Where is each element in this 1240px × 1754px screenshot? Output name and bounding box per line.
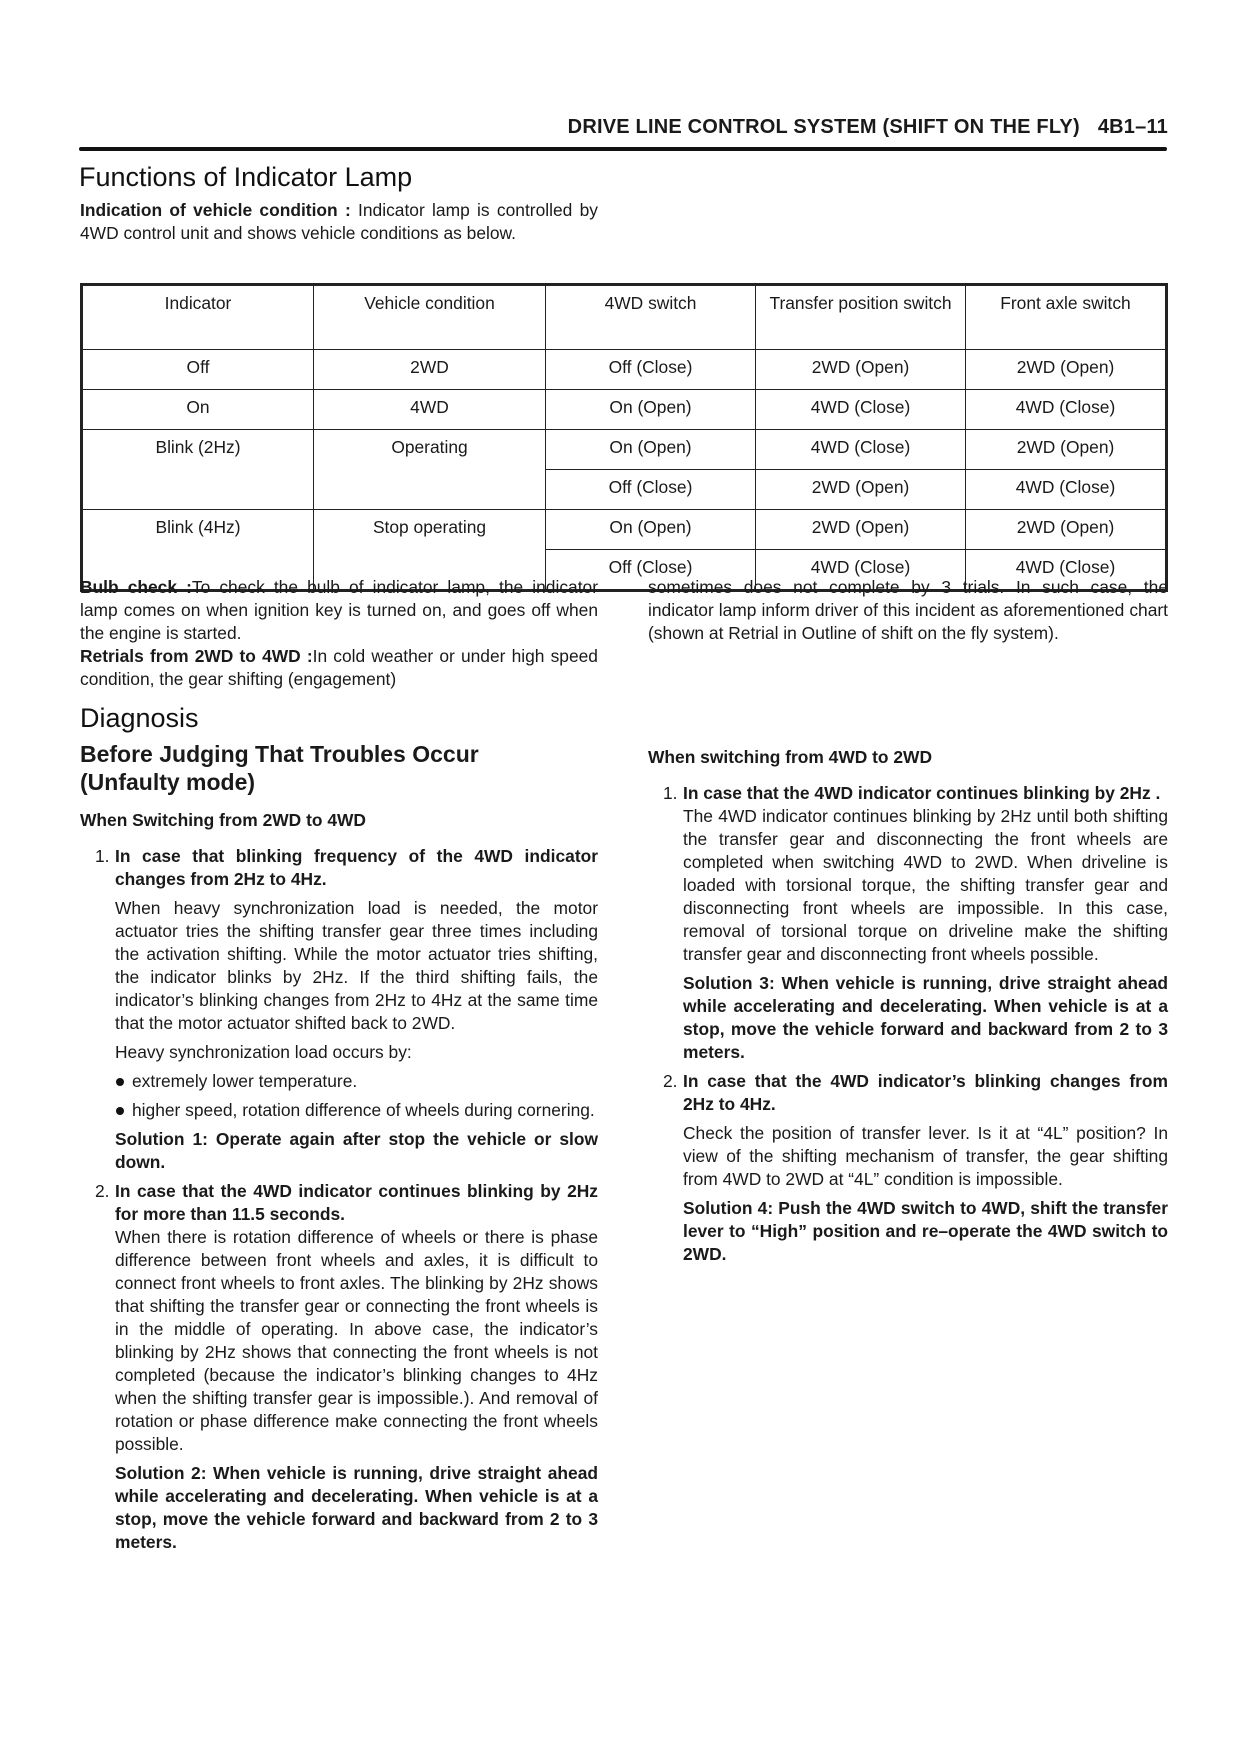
col-header-indicator: Indicator — [82, 285, 314, 350]
cell-transfer: 2WD (Open) — [756, 470, 966, 510]
intro-paragraph — [80, 199, 598, 245]
item-title: In case that blinking frequency of the 4WD indicator changes from 2Hz to 4Hz. — [115, 846, 598, 889]
cell-indicator: Blink (2Hz) — [82, 430, 314, 510]
bullet-item — [115, 1099, 598, 1122]
cell-condition: 2WD — [314, 350, 546, 390]
cell-4wd-switch: On (Open) — [546, 510, 756, 550]
list-item — [648, 782, 1168, 1064]
table-row — [82, 390, 1167, 430]
bullet-text: extremely lower temperature. — [132, 1071, 358, 1091]
cell-condition: 4WD — [314, 390, 546, 430]
col-header-transfer-position: Transfer position switch — [756, 285, 966, 350]
bulb-check-paragraph — [80, 576, 598, 645]
list-item — [80, 1180, 598, 1554]
item-number: 1. — [95, 846, 110, 866]
cell-front-axle: 4WD (Close) — [966, 550, 1167, 591]
load-intro: Heavy synchronization load occurs by: — [115, 1042, 412, 1062]
item-title: In case that the 4WD indicator continues blinking by 2Hz . — [683, 783, 1161, 803]
bullet-text: higher speed, rotation difference of wheels during cornering. — [132, 1100, 595, 1120]
retrial-text-part1: In cold weather or under high speed condition, the gear shifting (engagement) — [80, 646, 598, 689]
table-row — [82, 350, 1167, 390]
section-title-diagnosis: Diagnosis — [80, 703, 199, 733]
heading-2wd-to-4wd: When Switching from 2WD to 4WD — [80, 810, 366, 830]
bullet-icon — [116, 1107, 124, 1115]
cell-indicator: On — [82, 390, 314, 430]
list-item — [648, 1070, 1168, 1266]
cell-indicator: Blink (4Hz) — [82, 510, 314, 591]
running-title: DRIVE LINE CONTROL SYSTEM (SHIFT ON THE FLY) — [567, 116, 1080, 138]
diagnosis-subtitle: Before Judging That Troubles Occur (Unfaulty mode) — [80, 741, 479, 795]
intro-text: Indicator lamp is controlled by 4WD control unit and shows vehicle conditions as below. — [80, 200, 598, 243]
cell-4wd-switch: Off (Close) — [546, 550, 756, 591]
cell-transfer: 2WD (Open) — [756, 350, 966, 390]
cell-condition: Stop operating — [314, 510, 546, 591]
cell-condition: Operating — [314, 430, 546, 510]
cell-transfer: 4WD (Close) — [756, 430, 966, 470]
page-number: 4B1–11 — [1097, 116, 1168, 138]
item-body: When heavy synchronization load is needed, the motor actuator tries the shifting transfer gear three times including the activation shifting. While the motor actuator tries shifting, the indicator blinks by 2Hz. If the third shifting fails, the indicator’s blinking changes from 2Hz to 4Hz at the same time that the motor actuator shifted back to 2WD. — [115, 898, 598, 1033]
item-number: 2. — [95, 1181, 110, 1201]
cell-4wd-switch: On (Open) — [546, 390, 756, 430]
retrial-continuation: sometimes does not complete by 3 trials. In such case, the indicator lamp inform driver of this incident as aforementioned chart (shown at Retrial in Outline of shift on the fly system). — [648, 577, 1168, 643]
cell-indicator: Off — [82, 350, 314, 390]
solution-2: Solution 2: When vehicle is running, drive straight ahead while accelerating and decelerating. When vehicle is at a stop, move the vehicle forward and backward from 2 to 3 meters. — [115, 1463, 598, 1552]
cell-4wd-switch: On (Open) — [546, 430, 756, 470]
notes-left-column — [80, 576, 598, 691]
table-row — [82, 430, 1167, 470]
item-body: When there is rotation difference of wheels or there is phase difference between front wheels and axles, it is difficult to connect front wheels to front axles. The blinking by 2Hz shows that shifting the transfer gear or connecting the front wheels is in the middle of operating. In above case, the indicator’s blinking by 2Hz shows that connecting the front wheels is not completed (because the indicator’s blinking changes to 4Hz when the shifting transfer gear is impossible.). And removal of rotation or phase difference make connecting the front wheels possible. — [115, 1227, 598, 1454]
bullet-icon — [116, 1078, 124, 1086]
table-row — [82, 510, 1167, 550]
retrial-paragraph — [80, 645, 598, 691]
list-item — [80, 845, 598, 1174]
item-body: Check the position of transfer lever. Is it at “4L” position? In view of the shifting mechanism of transfer, the gear shifting from 4WD to 2WD at “4L” condition is impossible. — [683, 1123, 1168, 1189]
col-header-front-axle: Front axle switch — [966, 285, 1167, 350]
running-header — [80, 116, 1168, 139]
header-rule — [79, 147, 1167, 151]
cell-4wd-switch: Off (Close) — [546, 350, 756, 390]
col-header-4wd-switch: 4WD switch — [546, 285, 756, 350]
solution-4: Solution 4: Push the 4WD switch to 4WD, shift the transfer lever to “High” position and re–operate the 4WD switch to 2WD. — [683, 1198, 1168, 1264]
cell-transfer: 4WD (Close) — [756, 390, 966, 430]
heading-4wd-to-2wd: When switching from 4WD to 2WD — [648, 747, 933, 767]
notes-right-column — [648, 576, 1168, 645]
cell-front-axle: 2WD (Open) — [966, 430, 1167, 470]
diagnosis-left-column — [80, 703, 598, 1554]
cell-transfer: 4WD (Close) — [756, 550, 966, 591]
cell-front-axle: 2WD (Open) — [966, 510, 1167, 550]
cell-front-axle: 4WD (Close) — [966, 470, 1167, 510]
solution-3: Solution 3: When vehicle is running, drive straight ahead while accelerating and decelerating. When vehicle is at a stop, move the vehicle forward and backward from 2 to 3 meters. — [683, 973, 1168, 1062]
item-body: The 4WD indicator continues blinking by 2Hz until both shifting the transfer gear and disconnecting the front wheels are completed when switching 4WD to 2WD. When driveline is loaded with torsional torque, the shifting transfer gear and disconnecting front wheels are impossible. In this case, removal of torsional torque on driveline make the shifting transfer gear and disconnecting front wheels possible. — [683, 806, 1168, 964]
cell-front-axle: 4WD (Close) — [966, 390, 1167, 430]
table-header-row — [82, 285, 1167, 350]
item-title: In case that the 4WD indicator continues blinking by 2Hz for more than 11.5 seconds. — [115, 1181, 598, 1224]
item-number: 1. — [663, 783, 678, 803]
section-title-functions: Functions of Indicator Lamp — [79, 162, 413, 192]
col-header-vehicle-condition: Vehicle condition — [314, 285, 546, 350]
bulb-check-text: To check the bulb of indicator lamp, the indicator lamp comes on when ignition key is turned on, and goes off when the engine is started. — [80, 577, 598, 643]
diagnosis-right-column — [648, 747, 1168, 1266]
intro-label: Indication of vehicle condition : — [80, 200, 351, 220]
cell-4wd-switch: Off (Close) — [546, 470, 756, 510]
item-title: In case that the 4WD indicator’s blinking changes from 2Hz to 4Hz. — [683, 1071, 1168, 1114]
indicator-table — [80, 283, 1168, 592]
cell-transfer: 2WD (Open) — [756, 510, 966, 550]
cell-front-axle: 2WD (Open) — [966, 350, 1167, 390]
bulb-check-label: Bulb check : — [80, 577, 192, 597]
retrial-label: Retrials from 2WD to 4WD : — [80, 646, 313, 666]
item-number: 2. — [663, 1071, 678, 1091]
bullet-item — [115, 1070, 598, 1093]
solution-1: Solution 1: Operate again after stop the vehicle or slow down. — [115, 1129, 598, 1172]
